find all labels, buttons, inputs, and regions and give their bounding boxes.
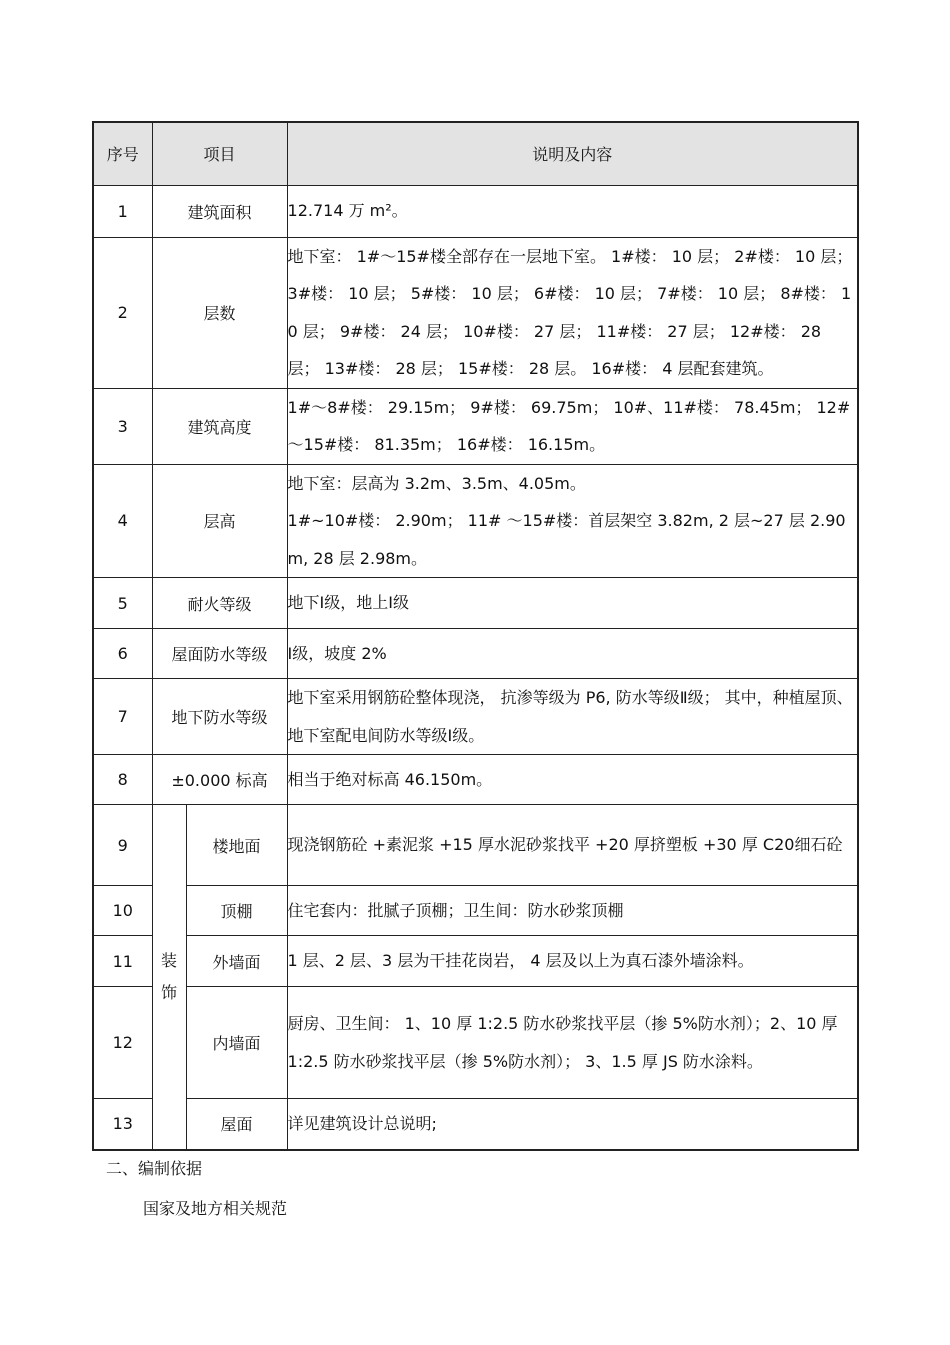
row-no: 10	[93, 886, 152, 936]
row-no: 11	[93, 936, 152, 987]
table-row	[93, 805, 858, 886]
header-row	[93, 122, 858, 185]
table-row	[93, 886, 858, 936]
section-heading: 二、编制依据	[106, 1159, 203, 1178]
header-desc: 说明及内容	[287, 122, 858, 185]
table-row	[93, 936, 858, 987]
row-no: 2	[93, 237, 152, 388]
row-desc	[287, 464, 858, 578]
row-item: 建筑面积	[152, 185, 287, 237]
header-no: 序号	[93, 122, 152, 185]
group-char: 装	[160, 950, 177, 970]
row-desc: 12.714 万 m²。	[287, 185, 858, 237]
row-no: 7	[93, 679, 152, 755]
row-desc: 相当于绝对标高 46.150m。	[287, 755, 858, 805]
row-no: 1	[93, 185, 152, 237]
row-item: 建筑高度	[152, 388, 287, 464]
row-item: 屋面防水等级	[152, 629, 287, 679]
table-row	[93, 388, 858, 464]
row-no: 12	[93, 987, 152, 1099]
row-desc: Ⅰ级，坡度 2%	[287, 629, 858, 679]
row-item: 顶棚	[186, 886, 287, 936]
table-row	[93, 679, 858, 755]
row-item: 内墙面	[186, 987, 287, 1099]
table-row	[93, 237, 858, 388]
row-desc: 详见建筑设计总说明;	[287, 1099, 858, 1150]
row-item: 外墙面	[186, 936, 287, 987]
row-desc: 地下室采用钢筋砼整体现浇， 抗渗等级为 P6, 防水等级Ⅱ级； 其中，种植屋顶、地下室配电间防水等级Ⅰ级。	[287, 679, 858, 755]
row-item: 层数	[152, 237, 287, 388]
row-desc: 现浇钢筋砼 +素泥浆 +15 厚水泥砂浆找平 +20 厚挤塑板 +30 厚 C20细石砼	[287, 805, 858, 886]
desc-line: 地下室：层高为 3.2m、3.5m、4.05m。	[287, 473, 586, 493]
row-no: 3	[93, 388, 152, 464]
row-desc: 1#～8#楼： 29.15m； 9#楼： 69.75m； 10#、11#楼： 78.45m； 12#～15#楼： 81.35m； 16#楼： 16.15m。	[287, 388, 858, 464]
desc-line: 1#~10#楼： 2.90m； 11# ～15#楼：首层架空 3.82m, 2 层~27 层 2.90m, 28 层 2.98m。	[287, 511, 846, 568]
row-item: 屋面	[186, 1099, 287, 1150]
row-item: 耐火等级	[152, 578, 287, 629]
row-desc: 1 层、2 层、3 层为干挂花岗岩， 4 层及以上为真石漆外墙涂料。	[287, 936, 858, 987]
row-item: 楼地面	[186, 805, 287, 886]
row-no: 9	[93, 805, 152, 886]
table-row	[93, 755, 858, 805]
row-no: 13	[93, 1099, 152, 1150]
row-no: 6	[93, 629, 152, 679]
table-row	[93, 185, 858, 237]
table-row	[93, 578, 858, 629]
decoration-group-label	[152, 805, 186, 1150]
row-no: 8	[93, 755, 152, 805]
spec-table	[92, 121, 859, 1151]
row-item: 层高	[152, 464, 287, 578]
table-row	[93, 464, 858, 578]
row-desc: 地下Ⅰ级，地上Ⅰ级	[287, 578, 858, 629]
group-char: 饰	[160, 982, 177, 1002]
header-item: 项目	[152, 122, 287, 185]
table-row	[93, 629, 858, 679]
table-row	[93, 987, 858, 1099]
section-body: 国家及地方相关规范	[143, 1199, 288, 1218]
table-row	[93, 1099, 858, 1150]
row-no: 5	[93, 578, 152, 629]
row-desc: 住宅套内：批腻子顶棚；卫生间：防水砂浆顶棚	[287, 886, 858, 936]
row-item: ±0.000 标高	[152, 755, 287, 805]
row-desc: 厨房、卫生间： 1、10 厚 1:2.5 防水砂浆找平层（掺 5%防水剂）；2、10 厚 1:2.5 防水砂浆找平层（掺 5%防水剂）； 3、1.5 厚 JS 防水涂料。	[287, 987, 858, 1099]
row-desc: 地下室： 1#～15#楼全部存在一层地下室。 1#楼： 10 层； 2#楼： 10 层； 3#楼： 10 层； 5#楼： 10 层； 6#楼： 10 层； 7#楼： 10 层； 8#楼： 10 层； 9#楼： 24 层； 10#楼： 27 层； 11#楼： 27 层； 12#楼： 28 层； 13#楼： 28 层； 15#楼： 28 层。 16#楼： 4 层配套建筑。	[287, 237, 858, 388]
row-item: 地下防水等级	[152, 679, 287, 755]
row-no: 4	[93, 464, 152, 578]
